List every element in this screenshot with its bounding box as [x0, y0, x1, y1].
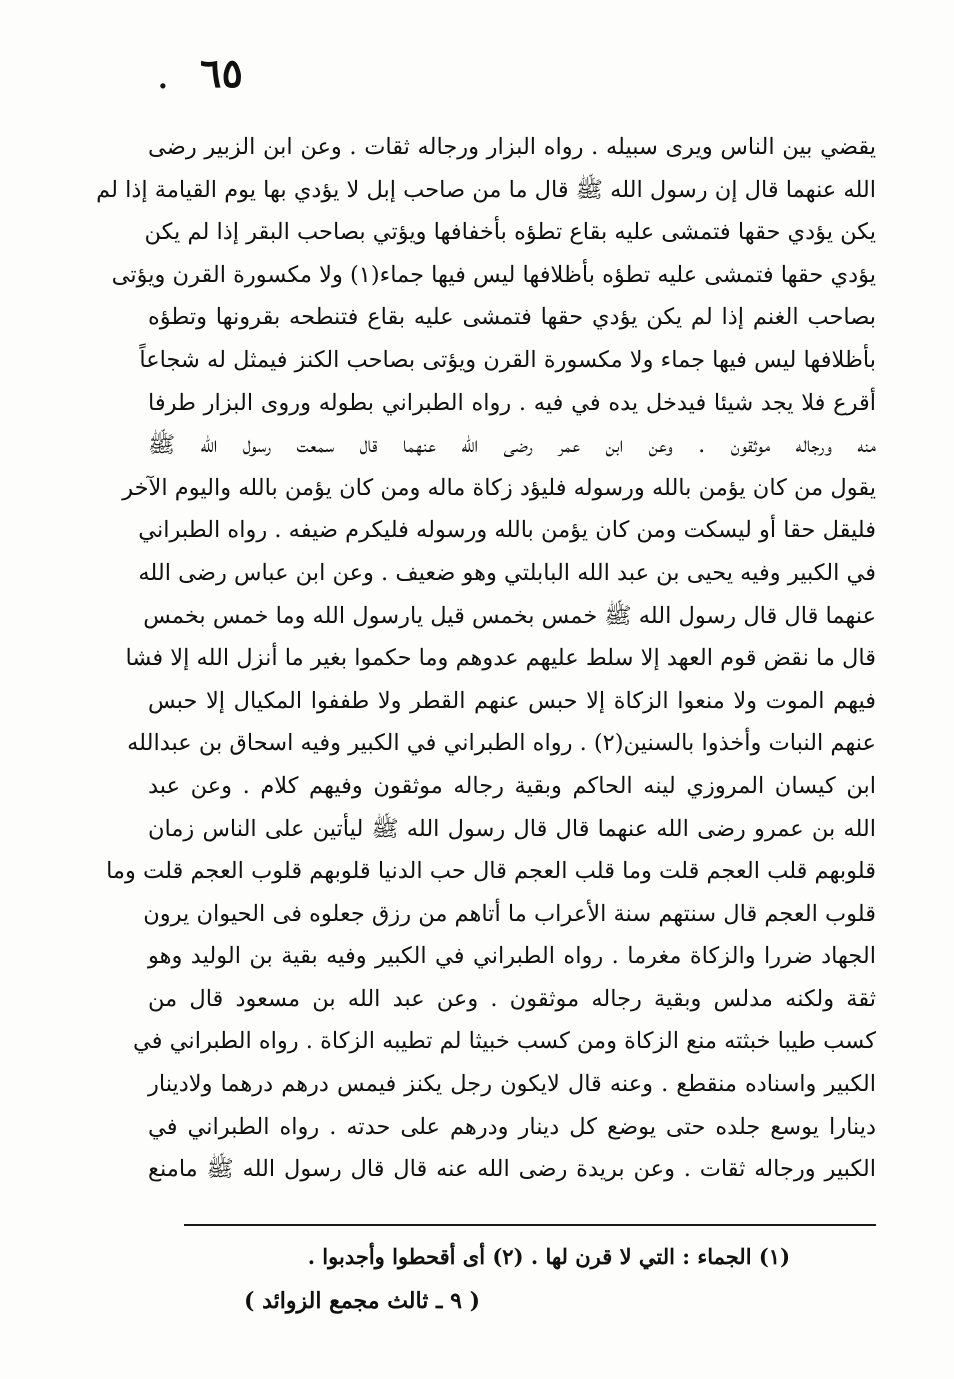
text-line: قلوبهم قلب العجم قلت وما قلب العجم قال حب الدنيا قلوبهم قلوب العجم قلت وما	[106, 858, 876, 885]
text-line: قلوب العجم قال سنتهم سنة الأعراب ما أتاهم من رزق جعلوه فى الحيوان يرون	[143, 900, 876, 927]
text-line: فيهم الموت ولا منعوا الزكاة إلا حبس عنهم القطر ولا طففوا المكيال إلا حبس	[148, 687, 876, 714]
text-line: فليقل حقا أو ليسكت ومن كان يؤمن بالله ورسوله فليكرم ضيفه . رواه الطبراني	[138, 517, 876, 544]
body-text	[96, 126, 876, 1191]
page-number-mark: .	[158, 62, 168, 95]
text-line: كسب طيبا خبثته منع الزكاة ومن كسب خبيثا لم تطيبه الزكاة . رواه الطبراني في	[133, 1028, 876, 1055]
text-line: منه ورجاله موثقون . وعن ابن عمر رضى الله عنهما قال سمعت رسول الله ﷺ	[148, 432, 876, 459]
signature-line: ( ٩ ـ ثالث مجمع الزوائد )	[244, 1288, 480, 1314]
text-line: الكبير ورجاله ثقات . وعن بريدة رضى الله عنه قال قال رسول الله ﷺ مامنع	[148, 1156, 876, 1183]
text-line: يؤدي حقها فتمشى عليه تطؤه بأظلافها ليس فيها جماء(١) ولا مكسورة القرن ويؤتى	[111, 261, 876, 288]
text-line: عنهما قال قال رسول الله ﷺ خمس بخمس قيل يارسول الله وما خمس بخمس	[143, 602, 876, 629]
text-line: أقرع فلا يجد شيئا فيدخل يده في فيه . رواه الطبراني بطوله وروى البزار طرفا	[148, 389, 876, 416]
text-line: الجهاد ضررا والزكاة مغرما . رواه الطبراني في الكبير وفيه بقية بن الوليد وهو	[148, 943, 876, 970]
text-line: بأظلافها ليس فيها جماء ولا مكسورة القرن ويؤتى بصاحب الكنز فيمثل له شجاعاً	[139, 346, 876, 373]
text-line: ابن كيسان المروزي لينه الحاكم وبقية رجاله موثقون وفيهم كلام . وعن عبد	[148, 772, 876, 799]
text-line: الله بن عمرو رضى الله عنهما قال قال رسول الله ﷺ ليأتين على الناس زمان	[148, 815, 876, 842]
text-line: يكن يؤدي حقها فتمشى عليه بقاع تطؤه بأخفافها ويؤتي بصاحب البقر إذا لم يكن	[144, 219, 876, 246]
footnote-separator	[184, 1224, 876, 1226]
page-number: ٦٥	[200, 50, 243, 97]
text-line: في الكبير وفيه يحيى بن عبد الله البابلتي وهو ضعيف . وعن ابن عباس رضى الله	[138, 559, 876, 586]
text-line: قال ما نقض قوم العهد إلا سلط عليهم عدوهم وما حكموا بغير ما أنزل الله إلا فشا	[125, 645, 876, 672]
text-line: دينارا يوسع جلده حتى يوضع كل دينار ودرهم على حدته . رواه الطبراني في	[148, 1113, 876, 1140]
text-line: الله عنهما قال إن رسول الله ﷺ قال ما من صاحب إبل لا يؤدي بها يوم القيامة إذا لم	[96, 176, 876, 203]
text-line: بصاحب الغنم إذا لم يكن يؤدي حقها فتمشى عليه بقاع فتنطحه بقرونها وتطؤه	[148, 304, 876, 331]
text-line: يقضي بين الناس ويرى سبيله . رواه البزار ورجاله ثقات . وعن ابن الزبير رضى	[148, 134, 876, 160]
text-line: عنهم النبات وأخذوا بالسنين(٢) . رواه الطبراني في الكبير وفيه اسحاق بن عبدالله	[127, 730, 876, 757]
text-line: يقول من كان يؤمن بالله ورسوله فليؤد زكاة ماله ومن كان يؤمن بالله واليوم الآخر	[122, 474, 876, 501]
text-line: ثقة ولكنه مدلس وبقية رجاله موثقون . وعن عبد الله بن مسعود قال من	[148, 985, 876, 1012]
footnote: (١) الجماء : التي لا قرن لها . (٢) أى أقحطوا وأجدبوا .	[307, 1244, 790, 1269]
text-line: الكبير واسناده منقطع . وعنه قال لايكون رجل يكنز فيمس درهم درهما ولادينار	[148, 1071, 876, 1098]
